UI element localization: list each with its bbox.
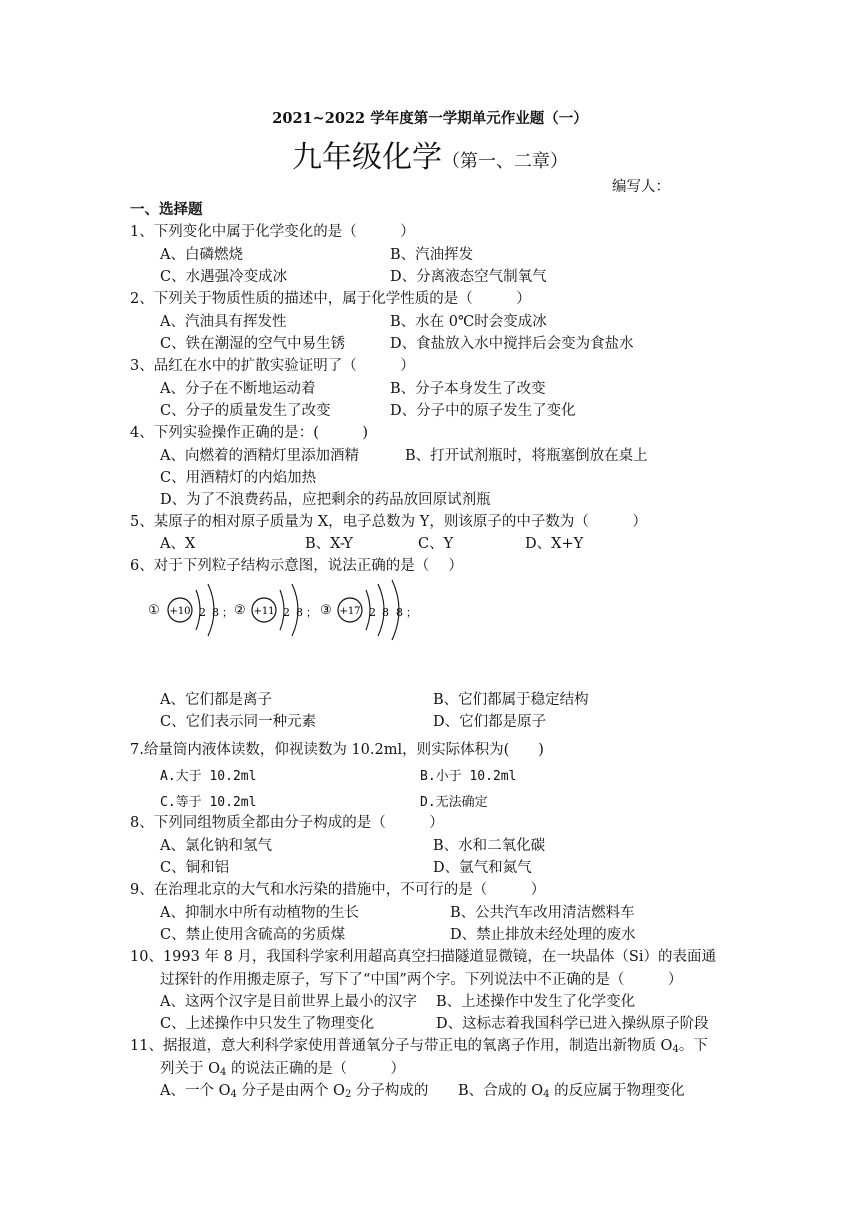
question-10-stem-line1: 10、1993 年 8 月，我国科学家利用超高真空扫描隧道显微镜，在一块晶体（Si）的表面通 bbox=[130, 949, 716, 965]
question-4-option-b[interactable]: B、打开试剂瓶时，将瓶塞倒放在桌上 bbox=[405, 448, 648, 464]
atom-3-shell-2-count: 8 bbox=[382, 606, 389, 619]
atom-3-shell-3-count: 8 bbox=[396, 606, 403, 619]
question-3-option-c[interactable]: C、分子的质量发生了改变 bbox=[160, 403, 331, 419]
atom-2-nucleus-charge: +11 bbox=[253, 606, 275, 617]
question-3-option-d[interactable]: D、分子中的原子发生了变化 bbox=[390, 403, 576, 419]
question-7-option-b[interactable]: B.小于 10.2ml bbox=[420, 769, 517, 784]
q11-a-text-1: A、一个 O bbox=[160, 1083, 231, 1099]
question-6-option-d[interactable]: D、它们都是原子 bbox=[433, 714, 547, 730]
question-9-option-a[interactable]: A、抑制水中所有动植物的生长 bbox=[160, 905, 359, 921]
question-2-option-c[interactable]: C、铁在潮湿的空气中易生锈 bbox=[160, 336, 346, 352]
question-4-stem: 4、下列实验操作正确的是：( ) bbox=[130, 425, 369, 441]
paper-title-main: 九年级化学 bbox=[292, 140, 442, 175]
atom-2-shell-1-count: 2 bbox=[283, 606, 290, 619]
question-11-line1-text: 11、据报道，意大利科学家使用普通氧分子与带正电的氧离子作用，制造出新物质 O bbox=[130, 1038, 673, 1054]
question-11-line2-subscript: 4 bbox=[220, 1067, 227, 1078]
question-11-line1-end: 。下 bbox=[678, 1038, 708, 1054]
question-8-option-a[interactable]: A、氯化钠和氢气 bbox=[160, 838, 272, 854]
section-heading: 一、选择题 bbox=[130, 201, 203, 218]
question-3-option-a[interactable]: A、分子在不断地运动着 bbox=[160, 381, 316, 397]
atom-structure-3 bbox=[320, 580, 417, 640]
paper-title-sub: （第一、二章） bbox=[442, 151, 568, 172]
atom-1-index: ① bbox=[148, 603, 160, 618]
atom-3-nucleus-charge: +17 bbox=[339, 606, 361, 617]
particle-structure-diagram bbox=[140, 578, 440, 648]
atom-1-shell-1-count: 2 bbox=[199, 606, 206, 619]
question-5-option-c[interactable]: C、Y bbox=[418, 536, 454, 552]
atom-2-separator: ； bbox=[306, 606, 317, 619]
question-10-option-b[interactable]: B、上述操作中发生了化学变化 bbox=[436, 994, 636, 1010]
author-label: 编写人： bbox=[612, 179, 670, 195]
atom-1-separator: ； bbox=[222, 606, 233, 619]
question-1-option-a[interactable]: A、白磷燃烧 bbox=[160, 247, 243, 263]
question-6-option-a[interactable]: A、它们都是离子 bbox=[160, 692, 272, 708]
question-3-stem: 3、品红在水中的扩散实验证明了（ ） bbox=[130, 358, 415, 374]
question-7-option-a[interactable]: A.大于 10.2ml bbox=[160, 769, 257, 784]
question-5-option-a[interactable]: A、X bbox=[160, 536, 196, 552]
atom-structure-1 bbox=[148, 584, 233, 636]
question-9-option-b[interactable]: B、公共汽车改用清洁燃料车 bbox=[450, 905, 635, 921]
question-11-stem-line2 bbox=[160, 1057, 405, 1078]
question-10-option-a[interactable]: A、这两个汉字是目前世界上最小的汉字 bbox=[160, 994, 417, 1010]
question-1-option-c[interactable]: C、水遇强冷变成冰 bbox=[160, 269, 288, 285]
atom-2-shell-2-count: 8 bbox=[296, 606, 303, 619]
question-6-option-c[interactable]: C、它们表示同一种元素 bbox=[160, 714, 317, 730]
question-4-option-a[interactable]: A、向燃着的酒精灯里添加酒精 bbox=[160, 448, 359, 464]
q11-a-text-2: 分子是由两个 O bbox=[236, 1083, 345, 1099]
question-8-stem: 8、下列同组物质全都由分子构成的是（ ） bbox=[130, 815, 444, 831]
question-5-option-b[interactable]: B、X-Y bbox=[305, 536, 353, 552]
question-4-option-c[interactable]: C、用酒精灯的内焰加热 bbox=[160, 470, 317, 486]
question-6-option-b[interactable]: B、它们都属于稳定结构 bbox=[433, 692, 589, 708]
q11-b-text-1: B、合成的 O bbox=[458, 1083, 544, 1099]
question-1-stem: 1、下列变化中属于化学变化的是（ ） bbox=[130, 224, 415, 240]
question-3-option-b[interactable]: B、分子本身发生了改变 bbox=[390, 381, 546, 397]
question-5-stem: 5、某原子的相对原子质量为 X，电子总数为 Y，则该原子的中子数为（ ） bbox=[130, 514, 647, 530]
question-11-line2-text: 列关于 O bbox=[160, 1061, 220, 1077]
q11-a-sub-1: 4 bbox=[230, 1089, 237, 1100]
question-8-option-b[interactable]: B、水和二氧化碳 bbox=[433, 838, 546, 854]
question-11-line1-subscript: 4 bbox=[672, 1044, 679, 1055]
atom-structure-2 bbox=[234, 584, 317, 636]
question-2-option-b[interactable]: B、水在 0℃时会变成冰 bbox=[390, 314, 547, 330]
question-2-option-d[interactable]: D、食盐放入水中搅拌后会变为食盐水 bbox=[390, 336, 634, 352]
question-7-option-c[interactable]: C.等于 10.2ml bbox=[160, 795, 257, 810]
question-2-option-a[interactable]: A、汽油具有挥发性 bbox=[160, 314, 287, 330]
question-11-option-b[interactable] bbox=[458, 1079, 685, 1100]
question-4-option-d[interactable]: D、为了不浪费药品，应把剩余的药品放回原试剂瓶 bbox=[160, 492, 491, 508]
q11-b-text-2: 的反应属于物理变化 bbox=[549, 1083, 685, 1099]
atom-3-shell-1-count: 2 bbox=[369, 606, 376, 619]
paper-title bbox=[0, 132, 860, 176]
question-11-line2-end: 的说法正确的是（ ） bbox=[226, 1061, 405, 1077]
q11-a-text-3: 分子构成的 bbox=[351, 1083, 429, 1099]
atom-1-nucleus-charge: +10 bbox=[169, 606, 191, 617]
question-6-stem: 6、对于下列粒子结构示意图，说法正确的是（ ） bbox=[130, 558, 463, 574]
question-11-stem-line1 bbox=[130, 1034, 708, 1055]
atom-3-separator: ； bbox=[406, 606, 417, 619]
question-2-stem: 2、下列关于物质性质的描述中，属于化学性质的是（ ） bbox=[130, 291, 531, 307]
question-10-stem-line2: 过探针的作用搬走原子，写下了“中国”两个字。下列说法中不正确的是（ ） bbox=[160, 972, 683, 988]
question-10-option-c[interactable]: C、上述操作中只发生了物理变化 bbox=[160, 1016, 375, 1032]
question-7-stem: 7.给量筒内液体读数，仰视读数为 10.2ml，则实际体积为( ) bbox=[130, 742, 544, 758]
question-8-option-c[interactable]: C、铜和铝 bbox=[160, 860, 230, 876]
question-8-option-d[interactable]: D、氩气和氮气 bbox=[433, 860, 532, 876]
question-1-option-d[interactable]: D、分离液态空气制氧气 bbox=[390, 269, 547, 285]
question-1-option-b[interactable]: B、汽油挥发 bbox=[390, 247, 474, 263]
atom-2-index: ② bbox=[234, 603, 246, 618]
question-5-option-d[interactable]: D、X+Y bbox=[525, 536, 584, 552]
question-9-option-c[interactable]: C、禁止使用含硫高的劣质煤 bbox=[160, 927, 346, 943]
question-7-option-d[interactable]: D.无法确定 bbox=[420, 795, 488, 810]
q11-b-sub: 4 bbox=[543, 1089, 550, 1100]
question-10-option-d[interactable]: D、这标志着我国科学已进入操纵原子阶段 bbox=[436, 1016, 709, 1032]
atom-3-index: ③ bbox=[320, 603, 332, 618]
question-9-option-d[interactable]: D、禁止排放未经处理的废水 bbox=[450, 927, 636, 943]
paper-subtitle: 2021~2022 学年度第一学期单元作业题（一） bbox=[272, 110, 588, 127]
question-11-option-a[interactable] bbox=[160, 1079, 428, 1100]
q11-a-sub-2: 2 bbox=[344, 1089, 352, 1100]
question-9-stem: 9、在治理北京的大气和水污染的措施中，不可行的是（ ） bbox=[130, 882, 546, 898]
atom-1-shell-2-count: 8 bbox=[212, 606, 219, 619]
